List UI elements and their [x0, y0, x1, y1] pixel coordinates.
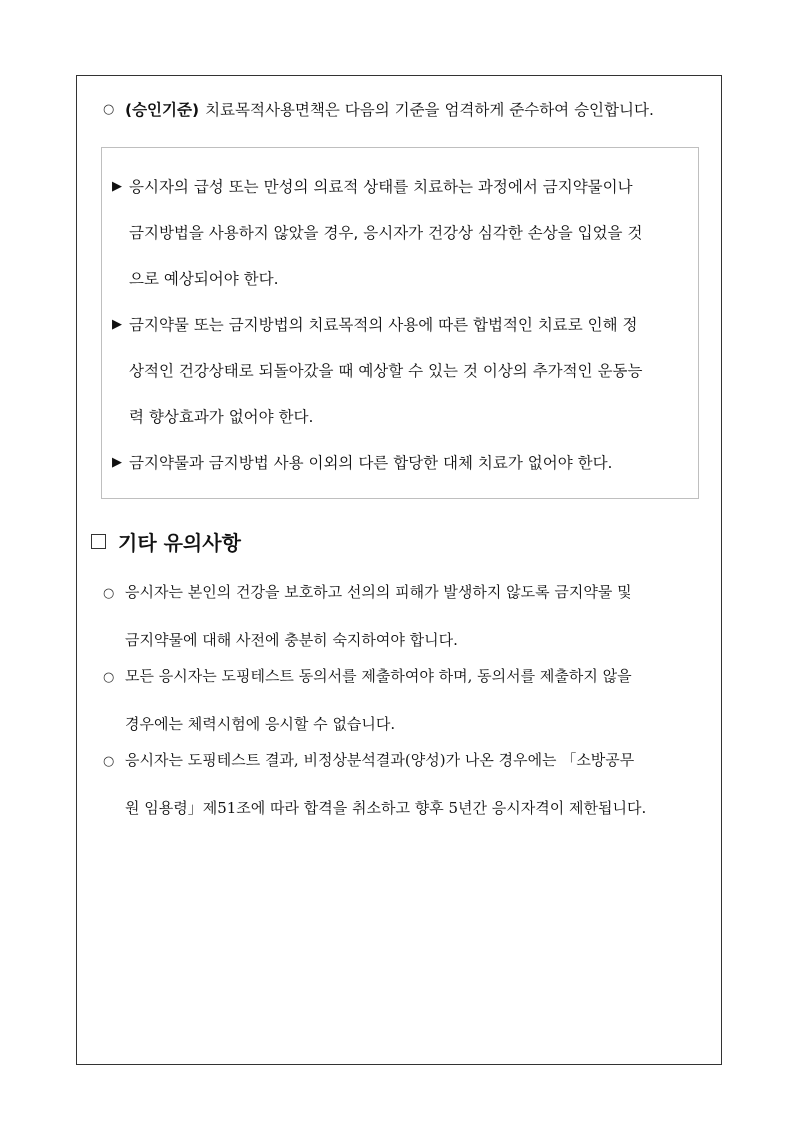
arrow-icon: ▶	[112, 455, 122, 470]
note-1	[103, 569, 713, 663]
approval-text: 치료목적사용면책은 다음의 기준을 엄격하게 준수하여 승인합니다.	[205, 101, 654, 119]
approval-criteria-line	[103, 98, 713, 120]
note-line: 원 임용령」제51조에 따라 합격을 취소하고 향후 5년간 응시자격이 제한됩니다.	[125, 799, 647, 817]
circle-bullet-icon: ○	[103, 670, 115, 685]
criterion-line: 금지약물과 금지방법 사용 이외의 다른 합당한 대체 치료가 없어야 한다.	[129, 454, 613, 472]
criterion-line: 금지약물 또는 금지방법의 치료목적의 사용에 따른 합법적인 치료로 인해 정	[129, 316, 638, 334]
circle-bullet-icon: ○	[103, 101, 115, 117]
section-title: 기타 유의사항	[118, 531, 241, 555]
arrow-icon: ▶	[112, 179, 122, 194]
circle-bullet-icon: ○	[103, 586, 115, 601]
section-heading	[91, 527, 241, 556]
note-line: 응시자는 본인의 건강을 보호하고 선의의 피해가 발생하지 않도록 금지약물 및	[125, 583, 632, 601]
criteria-box	[101, 147, 699, 499]
square-bullet-icon	[91, 534, 106, 549]
criterion-line: 금지방법을 사용하지 않았을 경우, 응시자가 건강상 심각한 손상을 입었을 것	[129, 224, 643, 242]
note-line: 모든 응시자는 도핑테스트 동의서를 제출하여야 하며, 동의서를 제출하지 않을	[125, 667, 632, 685]
note-3	[103, 737, 713, 831]
note-2	[103, 653, 713, 747]
circle-bullet-icon: ○	[103, 754, 115, 769]
criterion-line: 응시자의 급성 또는 만성의 의료적 상태를 치료하는 과정에서 금지약물이나	[129, 178, 633, 196]
criterion-3	[112, 440, 692, 486]
note-line: 응시자는 도핑테스트 결과, 비정상분석결과(양성)가 나온 경우에는 「소방공무	[125, 751, 635, 769]
criterion-1	[112, 164, 692, 302]
arrow-icon: ▶	[112, 317, 122, 332]
note-line: 금지약물에 대해 사전에 충분히 숙지하여야 합니다.	[125, 631, 458, 649]
criterion-line: 상적인 건강상태로 되돌아갔을 때 예상할 수 있는 것 이상의 추가적인 운동능	[129, 362, 643, 380]
document-frame	[76, 75, 722, 1065]
note-line: 경우에는 체력시험에 응시할 수 없습니다.	[125, 715, 396, 733]
criterion-line: 력 향상효과가 없어야 한다.	[129, 408, 314, 426]
criterion-line: 으로 예상되어야 한다.	[129, 270, 279, 288]
approval-label: (승인기준)	[125, 101, 200, 119]
criterion-2	[112, 302, 692, 440]
